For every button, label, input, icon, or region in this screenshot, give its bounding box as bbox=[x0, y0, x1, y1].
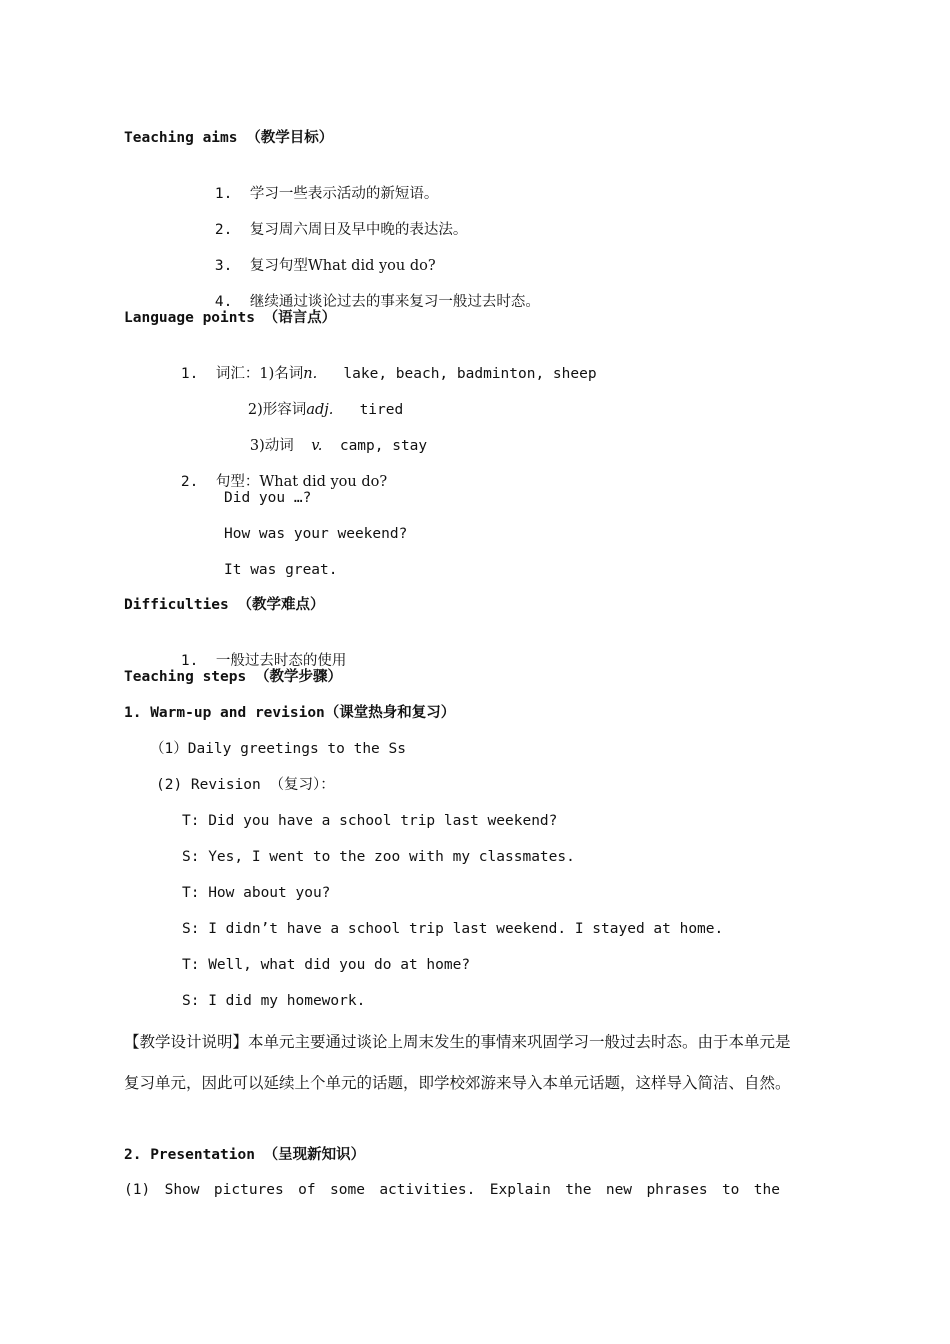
aim-num: 3. bbox=[214, 258, 233, 274]
teaching-steps-heading: Teaching steps （教学步骤） bbox=[124, 669, 342, 685]
adj-label: 2)形容词 bbox=[247, 402, 307, 418]
verb-label: 3)动词 bbox=[249, 438, 294, 454]
dialogue-line: T: Did you have a school trip last weekend? bbox=[182, 813, 558, 829]
warmup-sub-1: （1）Daily greetings to the Ss bbox=[150, 741, 406, 757]
warmup-heading: 1. Warm-up and revision（课堂热身和复习） bbox=[124, 705, 456, 721]
dialogue-line: S: I didn’t have a school trip last weekend. I stayed at home. bbox=[182, 921, 724, 937]
teaching-aims-heading: Teaching aims （教学目标） bbox=[124, 130, 334, 146]
difficulty-num: 1. bbox=[180, 653, 199, 669]
noun-words: lake, beach, badminton, sheep bbox=[343, 366, 597, 382]
dialogue-line: S: I did my homework. bbox=[182, 993, 366, 1009]
pattern-example: Did you …? bbox=[224, 490, 312, 506]
noun-abbr: n. bbox=[303, 366, 318, 382]
pattern-num: 2. bbox=[180, 474, 199, 490]
vocab-num: 1. bbox=[180, 366, 199, 382]
language-points-heading: Language points （语言点） bbox=[124, 310, 337, 326]
presentation-line: (1) Show pictures of some activities. Explain the new phrases to the bbox=[124, 1182, 780, 1198]
adj-words: tired bbox=[359, 402, 404, 418]
dialogue-line: S: Yes, I went to the zoo with my classmates. bbox=[182, 849, 575, 865]
dialogue-line: T: How about you? bbox=[182, 885, 331, 901]
adj-abbr: adj. bbox=[306, 402, 334, 418]
pattern-label: 句型：What did you do? bbox=[215, 474, 388, 490]
verb-abbr: v. bbox=[311, 438, 323, 454]
aim-text: 复习周六周日及早中晚的表达法。 bbox=[249, 222, 468, 238]
aim-num: 1. bbox=[214, 186, 233, 202]
design-note-paragraph: 【教学设计说明】本单元主要通过谈论上周末发生的事情来巩固学习一般过去时态。由于本单元是复习单元，因此可以延续上个单元的话题，即学校郊游来导入本单元话题，这样导入简洁、自然。 bbox=[124, 1033, 791, 1092]
aim-text: 复习句型What did you do? bbox=[249, 258, 436, 274]
aim-text: 学习一些表示活动的新短语。 bbox=[249, 186, 439, 202]
aim-text: 继续通过谈论过去的事来复习一般过去时态。 bbox=[249, 294, 540, 310]
warmup-sub-2: (2) Revision （复习）： bbox=[156, 777, 335, 793]
presentation-heading: 2. Presentation （呈现新知识） bbox=[124, 1147, 366, 1163]
dialogue-line: T: Well, what did you do at home? bbox=[182, 957, 471, 973]
pattern-example: It was great. bbox=[224, 562, 338, 578]
difficulty-text: 一般过去时态的使用 bbox=[215, 653, 347, 669]
difficulties-heading: Difficulties （教学难点） bbox=[124, 597, 325, 613]
pattern-example: How was your weekend? bbox=[224, 526, 408, 542]
aim-num: 2. bbox=[214, 222, 233, 238]
vocab-label: 词汇：1)名词 bbox=[215, 366, 304, 382]
verb-words: camp, stay bbox=[339, 438, 428, 454]
aim-num: 4. bbox=[214, 294, 233, 310]
